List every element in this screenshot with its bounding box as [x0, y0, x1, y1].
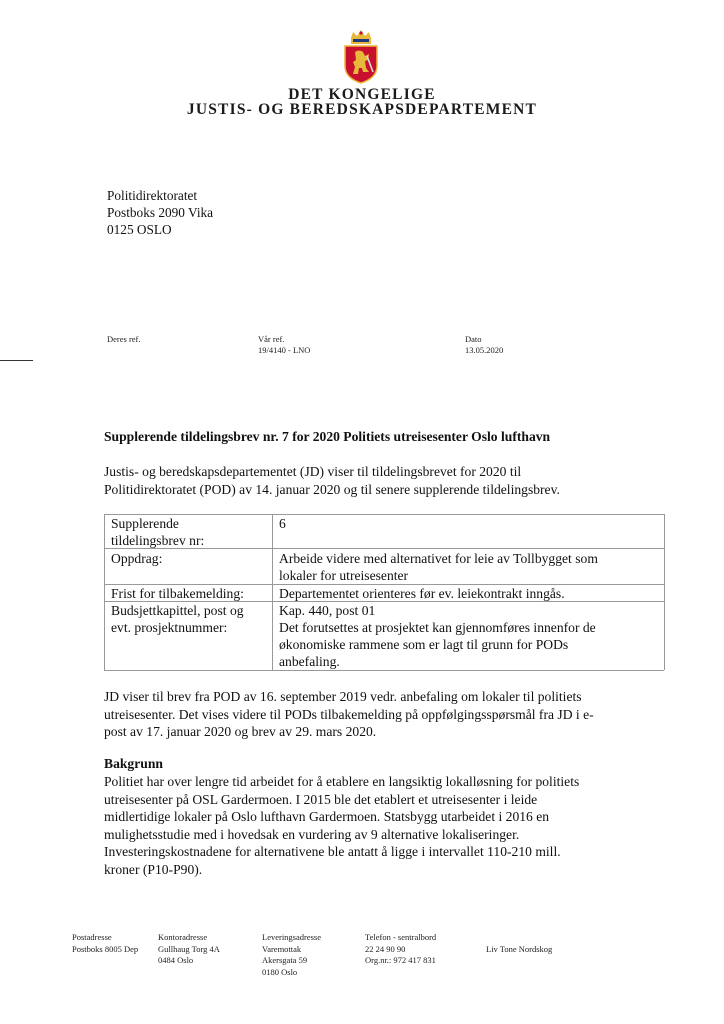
footer-text: Postadresse: [72, 932, 112, 942]
norwegian-coat-of-arms-icon: [341, 30, 381, 84]
recipient-line: Politidirektoratet: [107, 188, 198, 203]
deres-ref-label: Deres ref.: [107, 334, 141, 344]
footer-text: Postboks 8005 Dep: [72, 943, 139, 954]
footer-text: Kontoradresse: [158, 932, 208, 942]
footer-telefon: [365, 932, 436, 967]
background-paragraph: [104, 773, 664, 878]
letter-title: Supplerende tildelingsbrev nr. 7 for 2020 Politiets utreisesenter Oslo lufthavn: [104, 429, 551, 444]
dato-label: Dato: [465, 334, 482, 344]
table-cell-text: evt. prosjektnummer:: [111, 620, 228, 635]
footer-contact: [486, 944, 552, 956]
footer-postadresse: [72, 932, 138, 955]
paragraph-line: utreisesenter på OSL Gardermoen. I 2015 ble det etablert et utreisesenter i leide: [104, 791, 538, 807]
footer-text: Telefon - sentralbord: [365, 932, 437, 942]
fold-mark: [0, 360, 33, 361]
footer-text: Akersgata 59: [262, 955, 308, 966]
recipient-line: 0125 OSLO: [107, 222, 172, 237]
crown-icon: [351, 30, 371, 44]
table-row-value: [273, 550, 663, 584]
table-row-label: [105, 550, 272, 567]
table-row-value: [273, 585, 663, 602]
table-row-label: [105, 585, 272, 602]
paragraph-line: JD viser til brev fra POD av 16. september 2019 vedr. anbefaling om lokaler til politiets: [104, 689, 582, 704]
table-cell-text: Kap. 440, post 01: [279, 603, 376, 618]
letterhead-line-1: DET KONGELIGE: [288, 86, 436, 103]
table-cell-text: tildelingsbrev nr:: [111, 533, 205, 548]
intro-paragraph: [104, 463, 664, 498]
paragraph-line: Politiet har over lengre tid arbeidet for å etablere en langsiktig lokalløsning for politiets: [104, 774, 580, 789]
footer-text: Liv Tone Nordskog: [486, 943, 553, 954]
table-cell-text: Departementet orienteres før ev. leiekontrakt inngås.: [279, 586, 565, 601]
table-row-label: [105, 515, 272, 549]
section-heading: Bakgrunn: [104, 756, 163, 771]
table-cell-text: Oppdrag:: [111, 551, 163, 566]
letterhead-line-2: JUSTIS- OG BEREDSKAPSDEPARTEMENT: [186, 101, 538, 118]
paragraph-line: utreisesenter. Det vises videre til PODs tilbakemelding på oppfølgingsspørsmål fra JD i e-: [104, 706, 594, 722]
table-cell-text: 6: [279, 516, 286, 531]
reference-paragraph: [104, 688, 664, 741]
table-cell-text: Arbeide videre med alternativet for leie av Tollbygget som: [279, 551, 598, 566]
table-cell-text: Budsjettkapittel, post og: [111, 603, 244, 618]
table-cell-text: Supplerende: [111, 516, 179, 531]
table-row-value: [273, 515, 663, 532]
table-row-value: [273, 602, 663, 670]
footer-text: 0484 Oslo: [158, 955, 194, 966]
paragraph-line: Investeringskostnadene for alternativene ble antatt å ligge i intervallet 110-210 mill.: [104, 844, 561, 859]
dato-value: 13.05.2020: [465, 345, 504, 355]
paragraph-line: post av 17. januar 2020 og brev av 29. mars 2020.: [104, 724, 377, 739]
paragraph-line: kroner (P10-P90).: [104, 861, 203, 877]
table-cell-text: Det forutsettes at prosjektet kan gjennomføres innenfor de: [279, 620, 596, 635]
table-row-label: [105, 602, 272, 636]
table-cell-text: lokaler for utreisesenter: [279, 568, 409, 583]
footer-text: Varemottak: [262, 943, 302, 954]
table-cell-text: Frist for tilbakemelding:: [111, 586, 244, 601]
recipient-line: Postboks 2090 Vika: [107, 205, 214, 220]
footer-kontoradresse: [158, 932, 220, 967]
intro-line: Justis- og beredskapsdepartementet (JD) viser til tildelingsbrevet for 2020 til: [104, 464, 522, 479]
intro-line: Politidirektoratet (POD) av 14. januar 2020 og til senere supplerende tildelingsbrev.: [104, 481, 560, 497]
footer-text: 0180 Oslo: [262, 966, 298, 977]
footer-text: Gullhaug Torg 4A: [158, 943, 220, 954]
paragraph-line: midlertidige lokaler på Oslo lufthavn Gardermoen. Statsbygg utarbeidet i 2016 en: [104, 809, 550, 824]
footer-text: 22 24 90 90: [365, 943, 406, 954]
var-ref-value: 19/4140 - LNO: [258, 345, 311, 355]
footer-leveringsadresse: [262, 932, 321, 978]
footer-text: Leveringsadresse: [262, 932, 322, 942]
paragraph-line: mulighetsstudie med i hovedsak en vurdering av 9 alternative lokaliseringer.: [104, 826, 520, 842]
table-cell-text: anbefaling.: [279, 654, 340, 669]
var-ref-label: Vår ref.: [258, 334, 285, 344]
table-cell-text: økonomiske rammene som er lagt til grunn for PODs: [279, 637, 569, 652]
footer-text: Org.nr.: 972 417 831: [365, 955, 436, 966]
